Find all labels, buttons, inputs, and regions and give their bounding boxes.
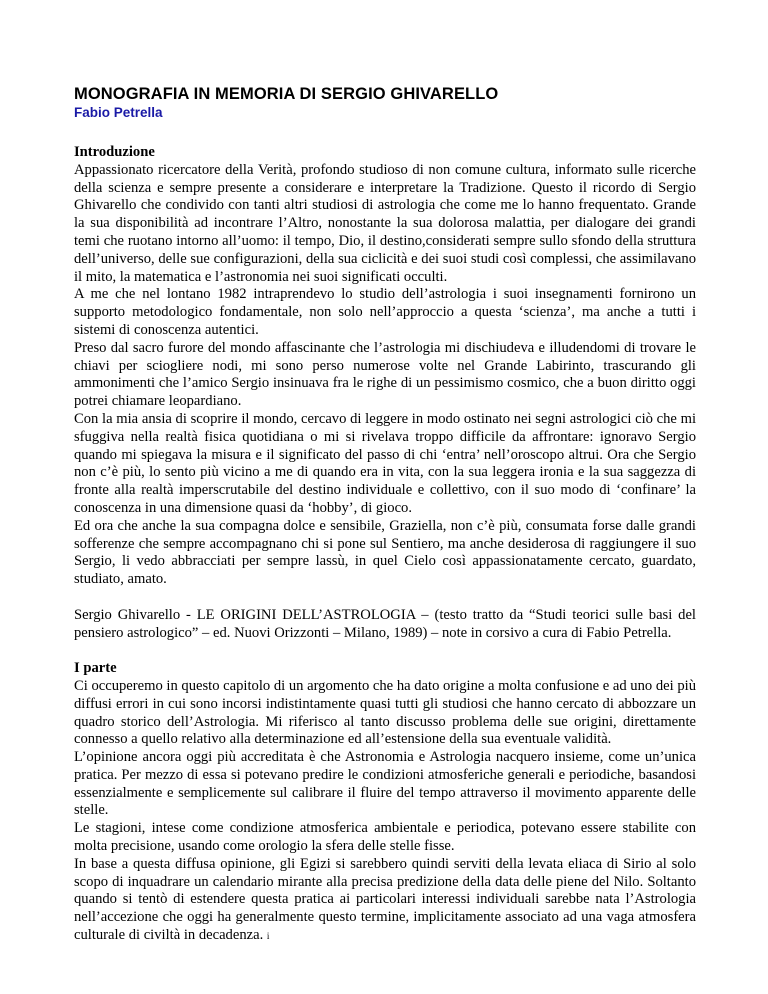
document-title: MONOGRAFIA IN MEMORIA DI SERGIO GHIVARELLO: [74, 85, 499, 103]
part-one-paragraph-1: Ci occuperemo in questo capitolo di un argomento che ha dato origine a molta confusione e ad uno dei più diffusi errori in cui sono incorsi indistintamente quasi tutti gli studiosi che hanno cercato di abbozzare un quadro storico dell’Astrologia. Mi riferisco al tanto discusso problema delle sue origini, direttamente connesso a quello relativo alla determinazione ed all’estensione della sua eventuale validità.: [74, 677, 696, 748]
introduction-heading: Introduzione: [74, 144, 155, 160]
footnote-marker[interactable]: i: [266, 931, 270, 942]
part-one-paragraph-4-text: In base a questa diffusa opinione, gli Egizi si sarebbero quindi serviti della levata eliaca di Sirio al solo scopo di inquadrare un calendario mirante alla precisa predizione della data delle piene del Nilo. Soltanto quando si tentò di estendere questa pratica ai particolari interessi individuali sarebbe nata l’Astrologia nell’accezione che oggi ha generalmente questo termine, implicitamente associato ad una vaga atmosfera culturale di civiltà in decadenza.: [74, 855, 696, 944]
intro-paragraph-1: Appassionato ricercatore della Verità, profondo studioso di non comune cultura, informato sulle ricerche della scienza e sempre presente a considerare e interpretare la Tradizione. Questo il ricordo di Sergio Ghivarello che condivido con tanti altri studiosi di astrologia che come me lo hanno frequentato. Grande la sua disponibilità ad incontrare l’Altro, nonostante la sua dolorosa malattia, per dialogare dei grandi temi che ruotano intorno all’uomo: il tempo, Dio, il destino,considerati sempre sullo sfondo della struttura dell’universo, delle sue configurazioni, della sua ciclicità e dei suoi studi così complessi, che assimilavano il mito, la matematica e l’astronomia nei suoi significati occulti.: [74, 161, 696, 285]
part-one-paragraph-4: [74, 856, 696, 946]
intro-paragraph-4: Con la mia ansia di scoprire il mondo, cercavo di leggere in modo ostinato nei segni astrologici ciò che mi sfuggiva nella realtà fisica quotidiana o mi si rivelava troppo difficile da affrontare: ignoravo Sergio quando mi spiegava la misura e il significato del passo di chi ‘entra’ nell’oroscopo altrui. Ora che Sergio non c’è più, lo sento più vicino a me di quando era in vita, con la sua leggera ironia e la sua saggezza di fronte alla realtà imperscrutabile del destino individuale e collettivo, con il suo modo di ‘confinare’ la conoscenza in una dimensione quasi da ‘hobby’, di gioco.: [74, 410, 696, 516]
part-one-heading: I parte: [74, 660, 117, 677]
part-one-paragraph-3: Le stagioni, intese come condizione atmosferica ambientale e periodica, potevano essere stabilite con molta precisione, usando come orologio la sfera delle stelle fisse.: [74, 820, 696, 855]
intro-paragraph-3: Preso dal sacro furore del mondo affascinante che l’astrologia mi dischiudeva e illudendomi di trovare le chiavi per sciogliere nodi, mi sono perso numerose volte nel Grande Labirinto, trascurando gli ammonimenti che l’amico Sergio insinuava fra le righe di un pessimismo cosmico, che a buon diritto oggi potrei chiamare leopardiano.: [74, 339, 696, 410]
intro-paragraph-2: A me che nel lontano 1982 intraprendevo lo studio dell’astrologia i suoi insegnamenti fornirono un supporto metodologico fondamentale, non solo nell’approccio a questa ‘scienza’, ma anche a tutti i sistemi di conoscenza autentici.: [74, 286, 696, 338]
introduction-section: [74, 144, 696, 589]
document-author: Fabio Petrella: [74, 105, 163, 120]
source-note-section: [74, 607, 696, 643]
document-page: [74, 84, 696, 946]
intro-paragraph-5: Ed ora che anche la sua compagna dolce e sensibile, Graziella, non c’è più, consumata forse dalle grandi sofferenze che sempre accompagnano chi si pone sul Sentiero, ma anche desiderosa di raggiungere il suo Sergio, li vedo abbracciati per sempre lassù, in quel Cielo così appassionatamente cercato, guardato, studiato, amato.: [74, 517, 696, 588]
source-note: Sergio Ghivarello - LE ORIGINI DELL’ASTROLOGIA – (testo tratto da “Studi teorici sulle basi del pensiero astrologico” – ed. Nuovi Orizzonti – Milano, 1989) – note in corsivo a cura di Fabio Petrella.: [74, 606, 696, 641]
part-one-paragraph-2: L’opinione ancora oggi più accreditata è che Astronomia e Astrologia nacquero insieme, come un’unica pratica. Per mezzo di essa si potevano predire le condizioni atmosferiche generali e periodiche, basandosi essenzialmente e semplicemente sul calibrare il fluire del tempo attraverso il movimento apparente delle stelle.: [74, 749, 696, 819]
part-one-section: [74, 660, 696, 946]
